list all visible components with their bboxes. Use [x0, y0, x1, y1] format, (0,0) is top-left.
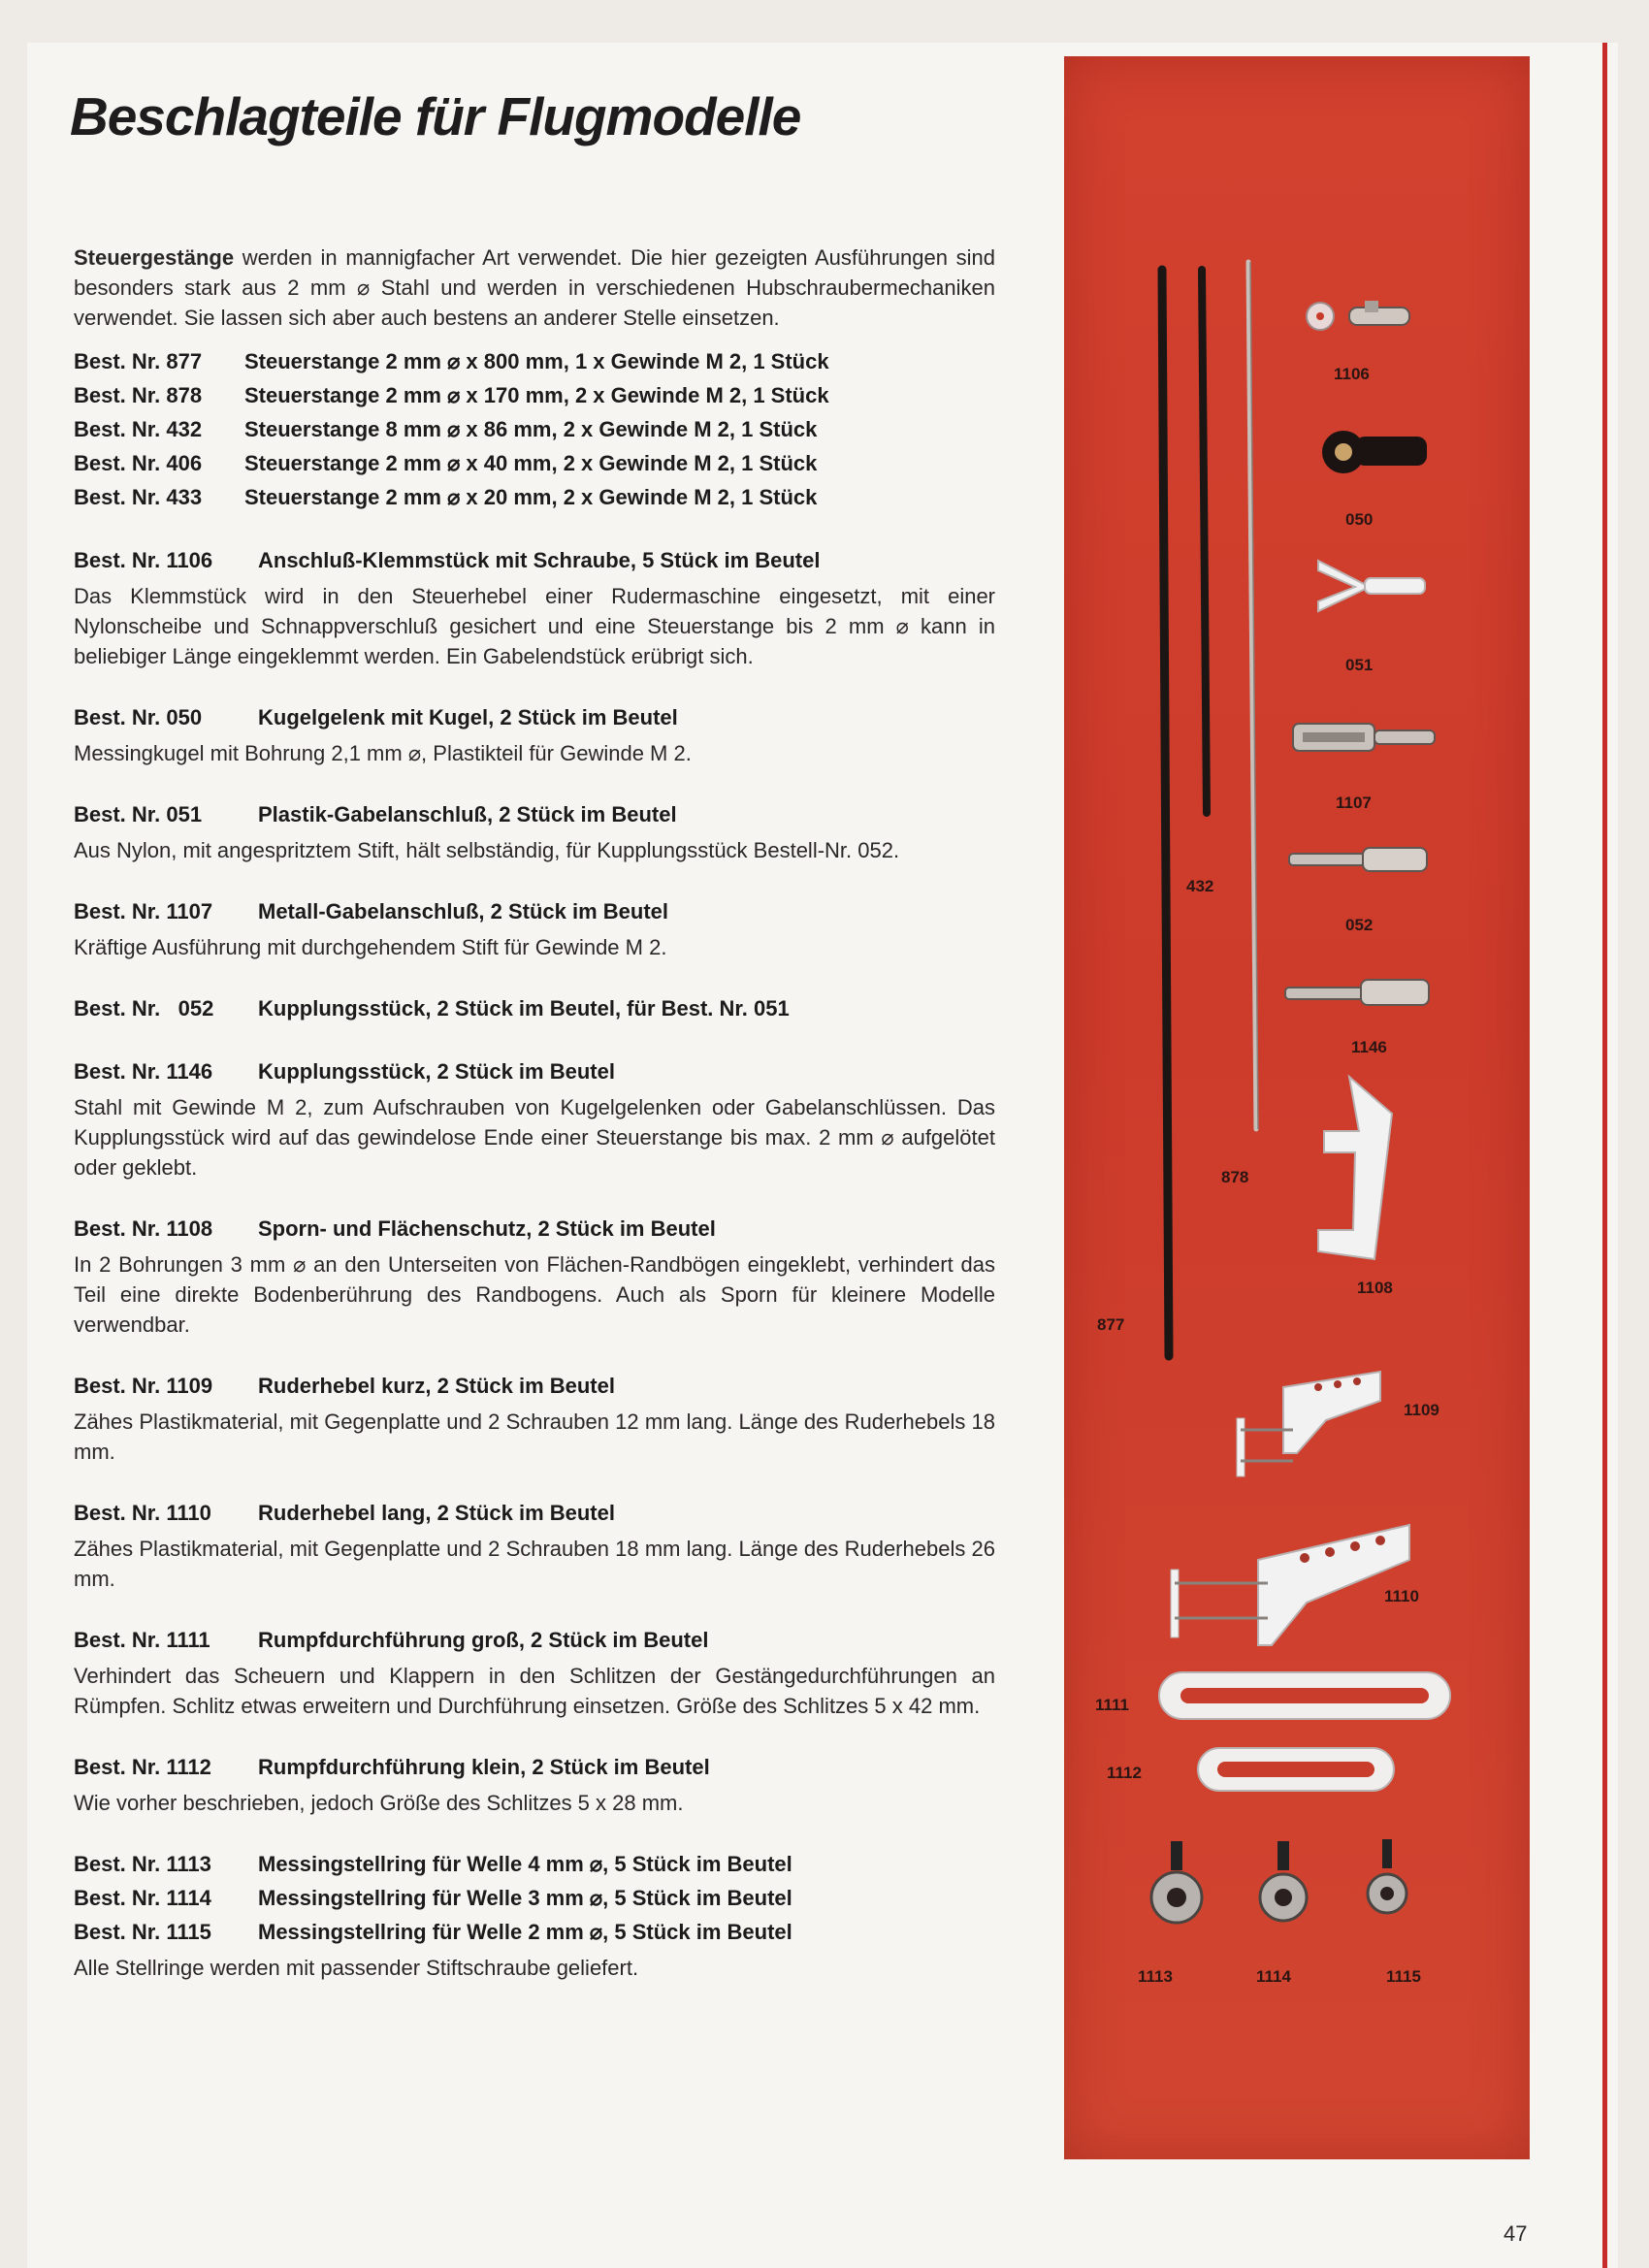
- item-description: Kräftige Ausführung mit durchgehendem Stift für Gewinde M 2.: [74, 935, 667, 959]
- coupler-1146-illustration: [1285, 980, 1429, 1005]
- item-heading: Best. Nr. 052 Kupplungsstück, 2 Stück im Beutel, für Best. Nr. 051: [74, 996, 790, 1021]
- photo-label-1109: 1109: [1404, 1401, 1439, 1419]
- rod-entry: Best. Nr. 877 Steuerstange 2 mm ⌀ x 800 mm, 1 x Gewinde M 2, 1 Stück: [74, 349, 829, 373]
- set-ring-1115-illustration: [1368, 1839, 1406, 1913]
- set-ring-1114-illustration: [1260, 1841, 1307, 1921]
- item-heading: Best. Nr. 1146 Kupplungsstück, 2 Stück im Beutel: [74, 1059, 615, 1084]
- rod-878-illustration: [1248, 262, 1258, 1129]
- rod-entry: Best. Nr. 433 Steuerstange 2 mm ⌀ x 20 mm, 2 x Gewinde M 2, 1 Stück: [74, 485, 818, 509]
- item-heading: Best. Nr. 1108 Sporn- und Flächenschutz, 2 Stück im Beutel: [74, 1216, 716, 1241]
- photo-label-877: 877: [1097, 1315, 1125, 1334]
- photo-label-1114: 1114: [1256, 1967, 1291, 1986]
- item-section-051: [74, 797, 995, 865]
- page-number: 47: [1504, 2221, 1528, 2246]
- photo-label-878: 878: [1221, 1168, 1249, 1186]
- item-description: Wie vorher beschrieben, jedoch Größe des Schlitzes 5 x 28 mm.: [74, 1791, 684, 1815]
- ring-entry: Best. Nr. 1114 Messingstellring für Welle 3 mm ⌀, 5 Stück im Beutel: [74, 1886, 792, 1910]
- photo-label-1111: 1111: [1095, 1696, 1130, 1714]
- ball-joint-050-illustration: [1322, 431, 1427, 473]
- rod-list: [74, 344, 995, 514]
- photo-label-1110: 1110: [1384, 1587, 1419, 1605]
- item-heading: Best. Nr. 1109 Ruderhebel kurz, 2 Stück im Beutel: [74, 1374, 615, 1398]
- intro-text: werden in mannigfacher Art verwendet. Die hier gezeigten Ausführungen sind besonders stark aus 2 mm ⌀ Stahl und werden in verschiedenen Hubschraubermechaniken verwendet. Sie lassen sich aber auch bestens an anderer Stelle einsetzen.: [74, 245, 995, 330]
- item-heading: Best. Nr. 1111 Rumpfdurchführung groß, 2 Stück im Beutel: [74, 1628, 709, 1652]
- text-column: [74, 243, 995, 1983]
- photo-label-1107: 1107: [1336, 794, 1372, 812]
- photo-label-1112: 1112: [1107, 1764, 1142, 1782]
- item-description: Verhindert das Scheuern und Klappern in den Schlitzen der Gestängedurchführungen an Rümpfen. Schlitz etwas erweitern und Durchführung einsetzen. Größe des Schlitzes 5 x 42 mm.: [74, 1664, 995, 1718]
- item-section-1108: [74, 1212, 995, 1340]
- intro-paragraph: [74, 243, 995, 333]
- rod-432-illustration: [1202, 270, 1207, 813]
- rod-entry: Best. Nr. 406 Steuerstange 2 mm ⌀ x 40 mm, 2 x Gewinde M 2, 1 Stück: [74, 451, 818, 475]
- product-photo: [1064, 56, 1530, 2159]
- product-photo-illustration: [1064, 56, 1530, 2159]
- photo-label-1146: 1146: [1351, 1038, 1387, 1056]
- page-title: Beschlagteile für Flugmodelle: [70, 86, 801, 146]
- photo-label-050: 050: [1345, 510, 1374, 529]
- intro-lead: Steuergestänge: [74, 245, 235, 270]
- item-section-052: [74, 991, 995, 1025]
- item-section-1111: [74, 1623, 995, 1721]
- photo-label-1108: 1108: [1357, 1279, 1393, 1297]
- fairlead-1112-illustration: [1198, 1748, 1394, 1791]
- ring-entry: Best. Nr. 1113 Messingstellring für Welle 4 mm ⌀, 5 Stück im Beutel: [74, 1852, 792, 1876]
- item-section-1112: [74, 1750, 995, 1818]
- item-heading: Best. Nr. 1106 Anschluß-Klemmstück mit Schraube, 5 Stück im Beutel: [74, 548, 821, 572]
- item-description: Zähes Plastikmaterial, mit Gegenplatte und 2 Schrauben 18 mm lang. Länge des Ruderhebels 26 mm.: [74, 1537, 995, 1591]
- skid-1108-illustration: [1318, 1077, 1392, 1259]
- item-section-1110: [74, 1496, 995, 1594]
- item-description: Zähes Plastikmaterial, mit Gegenplatte und 2 Schrauben 12 mm lang. Länge des Ruderhebels 18 mm.: [74, 1409, 995, 1464]
- item-description: Aus Nylon, mit angespritztem Stift, hält selbständig, für Kupplungsstück Bestell-Nr. 052.: [74, 838, 900, 862]
- item-heading: Best. Nr. 050 Kugelgelenk mit Kugel, 2 Stück im Beutel: [74, 705, 678, 729]
- clevis-051-illustration: [1318, 561, 1425, 611]
- item-description: Das Klemmstück wird in den Steuerhebel einer Rudermaschine eingesetzt, mit einer Nylonscheibe und Schnappverschluß gesichert und eine Steuerstange bis 2 mm ⌀ kann in beliebiger Länge eingeklemmt werden. Ein Gabelendstück erübrigt sich.: [74, 584, 995, 668]
- photo-label-432: 432: [1186, 877, 1214, 895]
- item-heading: Best. Nr. 1110 Ruderhebel lang, 2 Stück im Beutel: [74, 1501, 615, 1525]
- red-edge-stripe: [1602, 43, 1607, 2268]
- rings-note: Alle Stellringe werden mit passender Stiftschraube geliefert.: [74, 1956, 639, 1980]
- item-section-050: [74, 700, 995, 768]
- rod-entry: Best. Nr. 432 Steuerstange 8 mm ⌀ x 86 mm, 2 x Gewinde M 2, 1 Stück: [74, 417, 818, 441]
- coupler-052-illustration: [1289, 848, 1427, 871]
- item-section-1146: [74, 1054, 995, 1183]
- horn-1109-illustration: [1237, 1372, 1380, 1476]
- item-description: In 2 Bohrungen 3 mm ⌀ an den Unterseiten von Flächen-Randbögen eingeklebt, verhindert das Teil eine direkte Bodenberührung des Randbogens. Auch als Sporn für kleinere Modelle verwendbar.: [74, 1252, 995, 1337]
- horn-1110-illustration: [1171, 1525, 1409, 1645]
- item-heading: Best. Nr. 1107 Metall-Gabelanschluß, 2 Stück im Beutel: [74, 899, 668, 923]
- item-description: Messingkugel mit Bohrung 2,1 mm ⌀, Plastikteil für Gewinde M 2.: [74, 741, 692, 765]
- item-heading: Best. Nr. 1112 Rumpfdurchführung klein, 2 Stück im Beutel: [74, 1755, 710, 1779]
- set-ring-1113-illustration: [1151, 1841, 1202, 1923]
- photo-label-1113: 1113: [1138, 1967, 1173, 1986]
- item-section-1107: [74, 894, 995, 962]
- item-heading: Best. Nr. 051 Plastik-Gabelanschluß, 2 Stück im Beutel: [74, 802, 677, 826]
- clamp-1106-illustration: [1307, 301, 1409, 330]
- rod-entry: Best. Nr. 878 Steuerstange 2 mm ⌀ x 170 mm, 2 x Gewinde M 2, 1 Stück: [74, 383, 829, 407]
- item-section-1106: [74, 543, 995, 671]
- ring-entry: Best. Nr. 1115 Messingstellring für Welle 2 mm ⌀, 5 Stück im Beutel: [74, 1920, 792, 1944]
- item-section-1109: [74, 1369, 995, 1467]
- photo-label-1106: 1106: [1334, 365, 1370, 383]
- clevis-1107-illustration: [1293, 724, 1435, 751]
- item-description: Stahl mit Gewinde M 2, zum Aufschrauben von Kugelgelenken oder Gabelanschlüssen. Das Kupplungsstück wird auf das gewindelose Ende einer Steuerstange bis max. 2 mm ⌀ aufgelötet oder geklebt.: [74, 1095, 995, 1180]
- photo-label-052: 052: [1345, 916, 1374, 934]
- photo-label-051: 051: [1345, 656, 1374, 674]
- rod-877-illustration: [1162, 270, 1169, 1356]
- ring-list: [74, 1847, 995, 1983]
- fairlead-1111-illustration: [1159, 1672, 1450, 1719]
- photo-label-1115: 1115: [1386, 1967, 1421, 1986]
